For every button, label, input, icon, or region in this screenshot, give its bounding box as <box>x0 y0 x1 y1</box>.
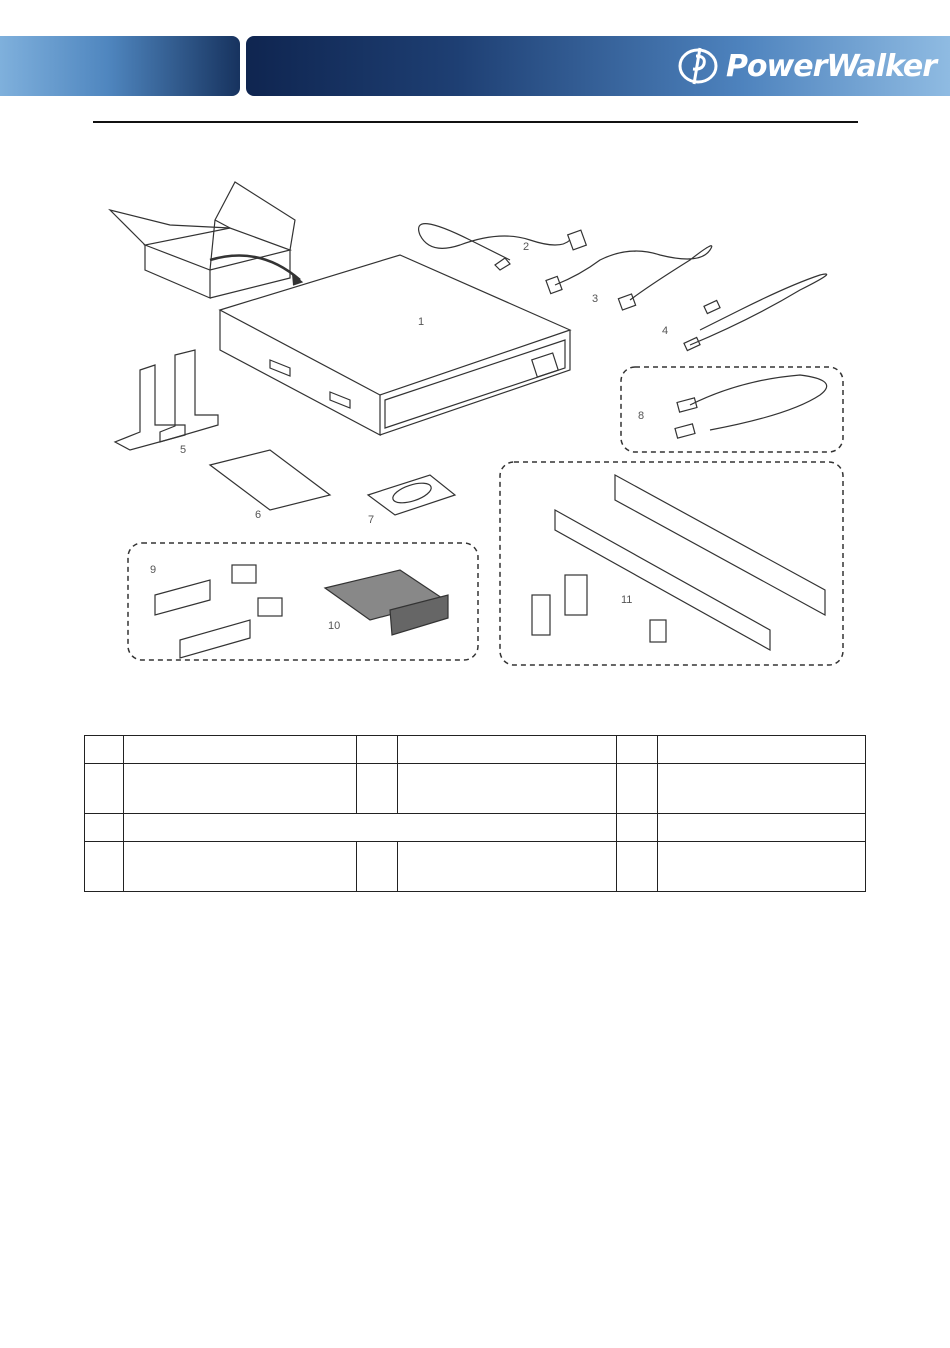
usb-cable-icon <box>684 274 827 351</box>
table-cell <box>398 764 617 814</box>
header-bar-right <box>246 36 950 96</box>
table-cell <box>398 736 617 764</box>
callout-1: 1 <box>418 316 425 328</box>
ups-unit-icon <box>220 255 570 465</box>
table-cell <box>658 764 866 814</box>
iec-cable-icon <box>546 246 712 310</box>
table-cell <box>85 764 124 814</box>
callout-3: 3 <box>592 293 599 305</box>
header-bar-left <box>0 36 240 96</box>
table-cell <box>617 814 658 842</box>
table-cell <box>85 842 124 892</box>
callout-8: 8 <box>638 410 645 422</box>
table-cell <box>357 764 398 814</box>
title-rule <box>93 121 858 123</box>
rs232-cable-icon <box>675 375 827 438</box>
callout-11: 11 <box>621 594 633 606</box>
callout-5: 5 <box>180 444 187 456</box>
powerwalker-logo-icon <box>676 46 720 86</box>
rs232-cable-group <box>621 367 843 452</box>
table-cell <box>658 842 866 892</box>
power-cord-icon <box>419 224 587 270</box>
table-cell <box>85 814 124 842</box>
rail-kit-group <box>500 462 843 665</box>
table-cell <box>357 842 398 892</box>
table-cell <box>617 764 658 814</box>
table-cell <box>124 764 357 814</box>
package-contents-figure <box>100 170 860 685</box>
table-cell <box>124 842 357 892</box>
callout-6: 6 <box>255 509 262 521</box>
table-cell <box>658 814 866 842</box>
brand-logo <box>676 44 936 88</box>
callout-labels <box>150 241 668 632</box>
brand-name: PowerWalker <box>725 48 936 84</box>
rack-rail-icon <box>532 475 825 650</box>
tower-stand-icon <box>115 350 218 450</box>
callout-10: 10 <box>328 620 341 632</box>
callout-4: 4 <box>662 325 669 337</box>
table-row <box>85 764 866 814</box>
table-cell <box>398 842 617 892</box>
table-cell <box>85 736 124 764</box>
table-row <box>85 842 866 892</box>
table-cell <box>617 736 658 764</box>
table-cell <box>357 736 398 764</box>
shipping-box-icon <box>110 182 295 298</box>
package-contents-table <box>84 735 866 892</box>
table-cell <box>658 736 866 764</box>
software-cd-icon <box>368 475 455 515</box>
table-cell <box>124 736 357 764</box>
snmp-card-icon <box>325 570 448 635</box>
package-illustration <box>100 170 860 685</box>
terminal-cover-icon <box>155 565 282 658</box>
table-row <box>85 814 866 842</box>
user-manual-icon <box>210 450 330 510</box>
callout-7: 7 <box>368 514 375 526</box>
table-row <box>85 736 866 764</box>
callout-2: 2 <box>523 241 530 253</box>
table-cell <box>617 842 658 892</box>
callout-9: 9 <box>150 564 157 576</box>
table-cell <box>124 814 617 842</box>
